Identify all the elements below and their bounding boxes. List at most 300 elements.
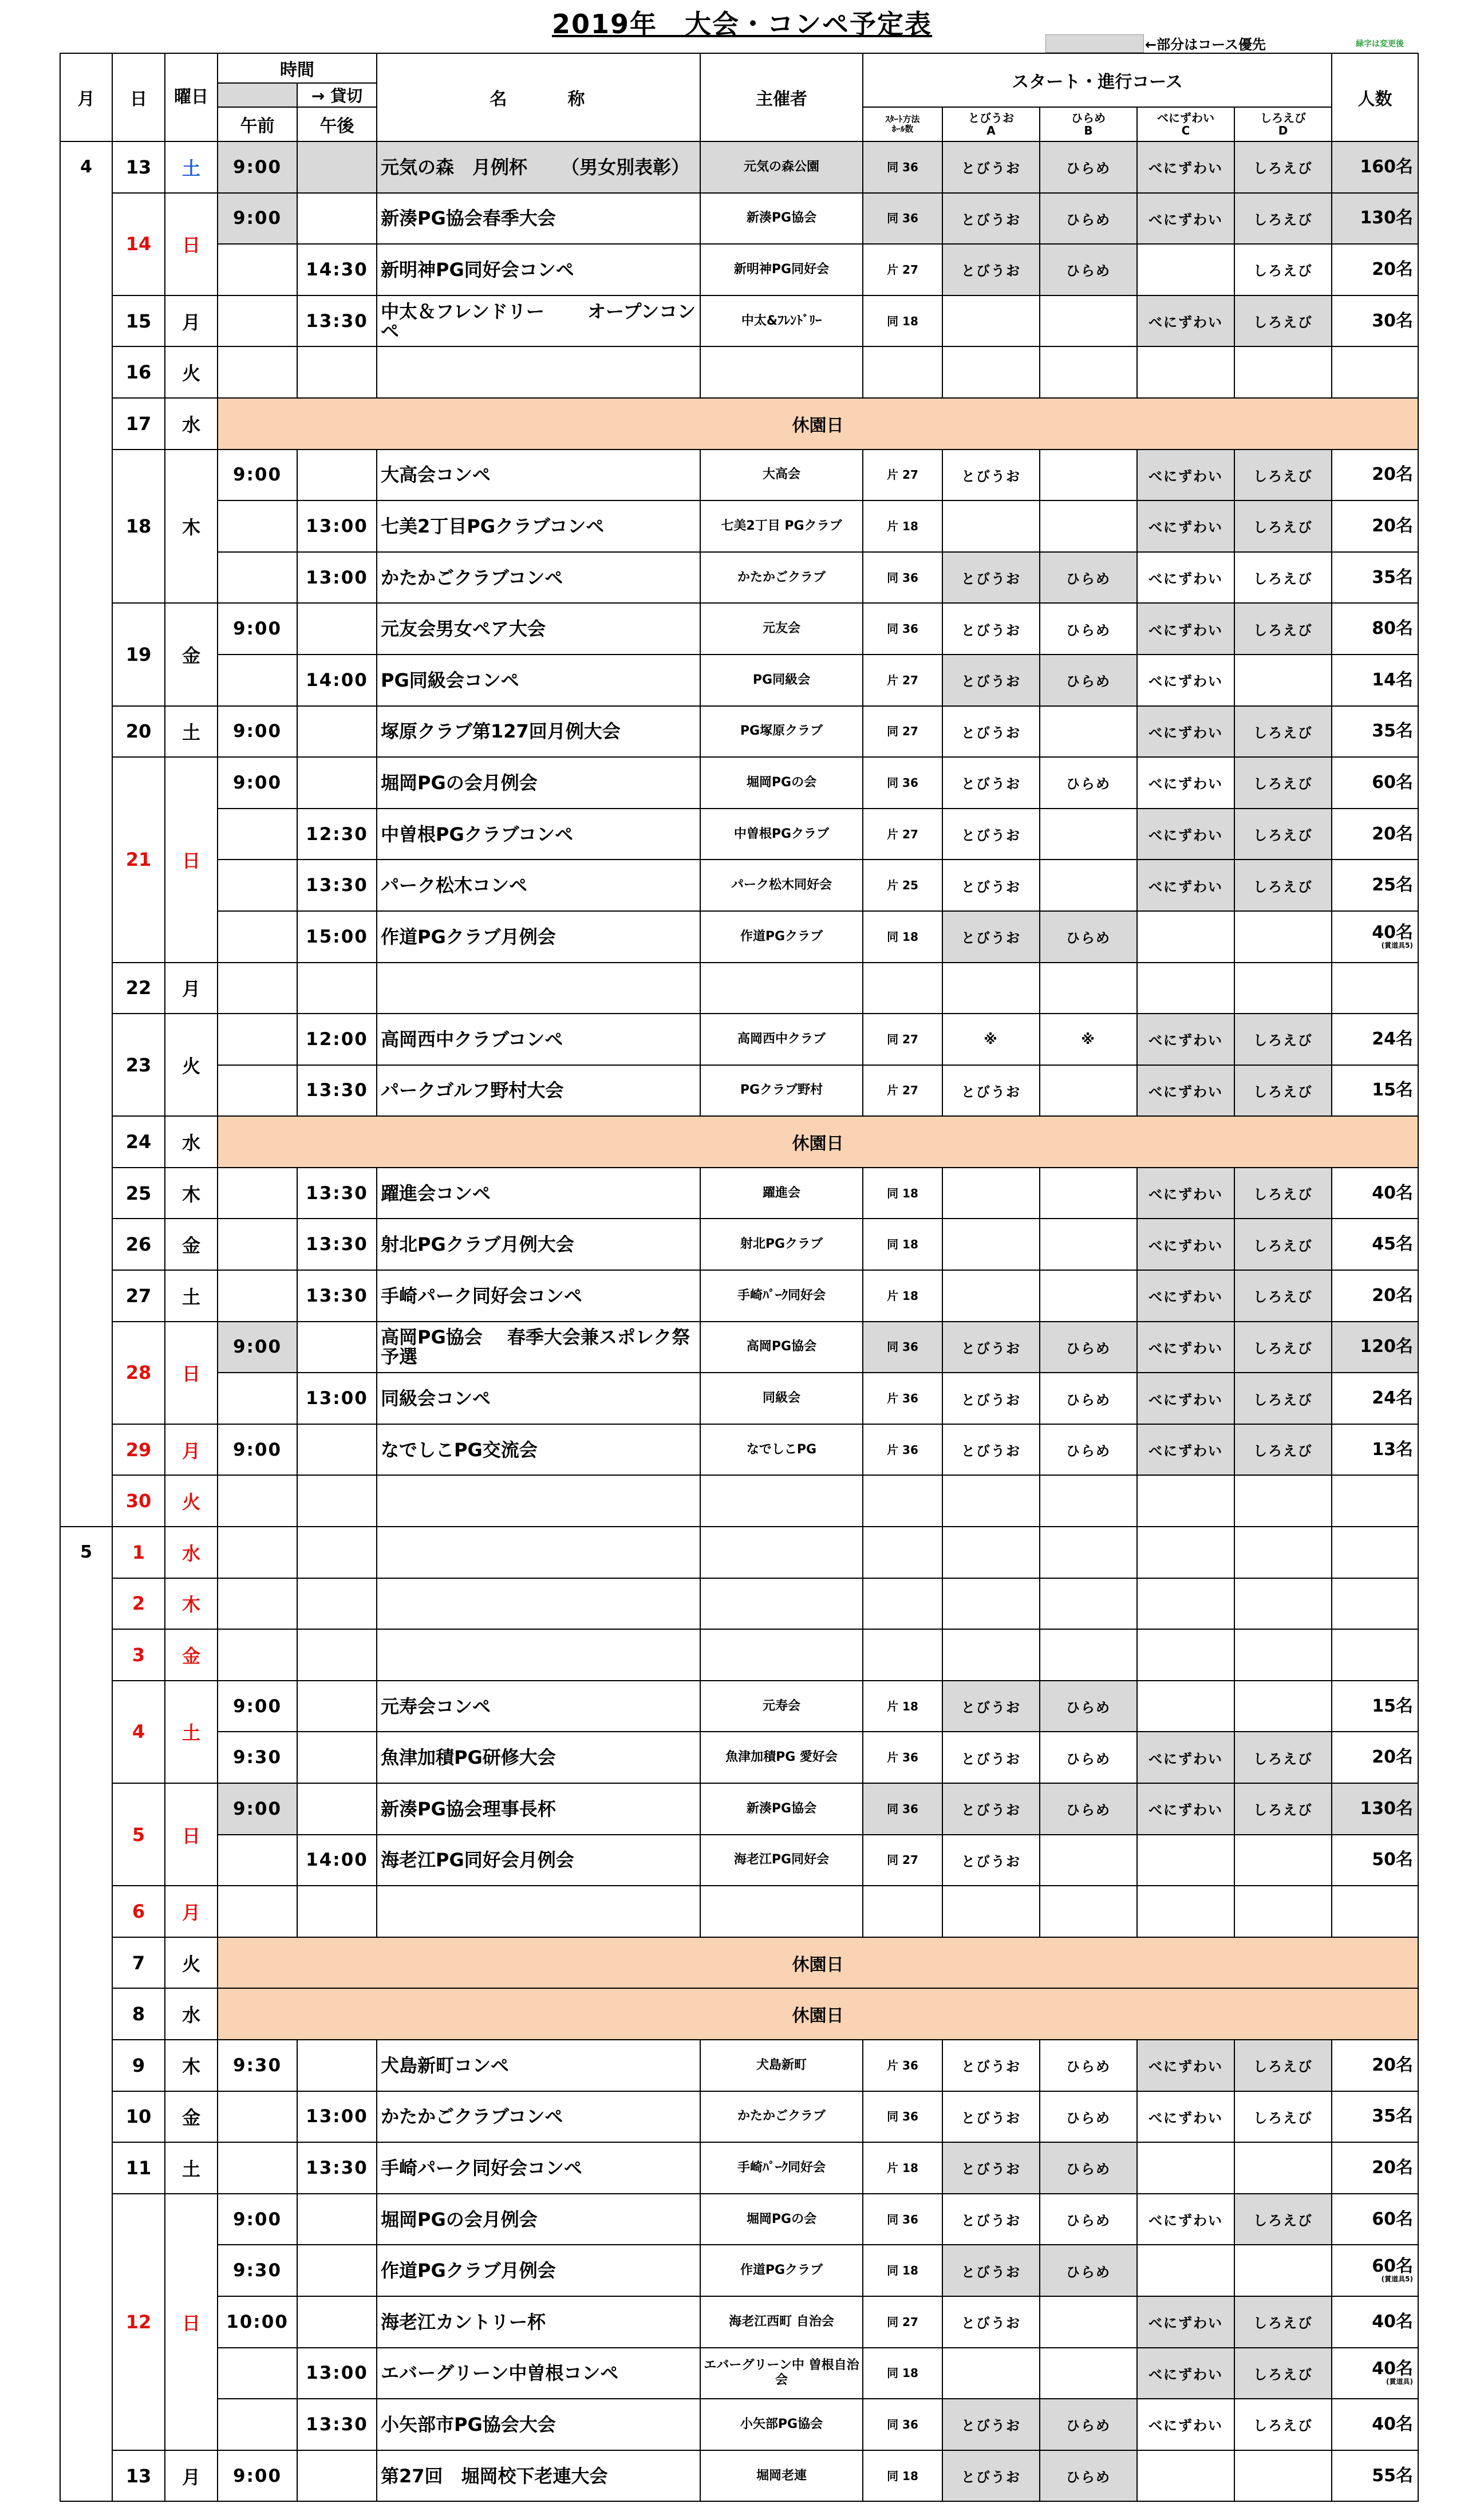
event-name: 大高会コンペ (377, 450, 700, 501)
start-method: 片 18 (863, 500, 942, 552)
schedule-row (60, 500, 1418, 552)
legend-note: 緑字は変更後 (1356, 40, 1404, 49)
course-a-tobiuo: とびうお (942, 1681, 1040, 1732)
course-c-benizuwai (1137, 911, 1234, 963)
course-a-tobiuo: とびうお (942, 2450, 1040, 2502)
day-cell: 4 (112, 1681, 165, 1783)
start-method (863, 346, 942, 398)
organizer: 中太&ﾌﾚﾝﾄﾞﾘｰ (700, 295, 863, 347)
schedule-row (60, 2399, 1418, 2450)
people-count-value: 35名 (1372, 2106, 1413, 2127)
day-cell: 22 (112, 963, 165, 1014)
course-d-shiroebi: しろえび (1234, 1783, 1332, 1835)
course-d-shiroebi (1234, 1681, 1332, 1732)
course-a-tobiuo: とびうお (942, 1835, 1040, 1886)
start-time-am (218, 552, 297, 604)
people-count-value: 30名 (1372, 310, 1413, 331)
start-time-pm: 12:00 (297, 1014, 377, 1065)
schedule-row (60, 2450, 1418, 2502)
start-time-am (218, 295, 297, 347)
course-c-benizuwai: べにずわい (1137, 603, 1234, 655)
event-name: 海老江カントリー杯 (377, 2296, 700, 2348)
weekday-cell: 土 (165, 2142, 218, 2194)
start-time-am (218, 244, 297, 295)
people-count-value: 45名 (1372, 1234, 1413, 1255)
closed-day-cell: 休園日 (218, 1937, 1418, 1989)
people-count-value: 20名 (1372, 1747, 1413, 1768)
event-name: 手崎パーク同好会コンペ (377, 2142, 700, 2194)
people-count (1332, 1681, 1418, 1732)
course-b-hirame: ひらめ (1040, 1783, 1137, 1835)
course-c-benizuwai: べにずわい (1137, 757, 1234, 809)
start-time-pm: 13:30 (297, 295, 377, 347)
start-method: 同 18 (863, 2348, 942, 2399)
start-method: 片 27 (863, 1065, 942, 1117)
course-c-benizuwai: べにずわい (1137, 2091, 1234, 2143)
start-method (863, 1527, 942, 1578)
event-name: 犬島新町コンペ (377, 2040, 700, 2091)
course-a-tobiuo: とびうお (942, 757, 1040, 809)
organizer: 躍進会 (700, 1168, 863, 1219)
schedule-row (60, 2245, 1418, 2296)
start-method: 同 18 (863, 2450, 942, 2502)
people-count-note: (賞道具5) (1381, 2275, 1413, 2284)
header-charter: → 貸切 (297, 83, 377, 107)
start-time-pm (297, 141, 377, 193)
start-time-pm (297, 1527, 377, 1578)
start-time-pm: 13:00 (297, 1373, 377, 1424)
weekday-cell: 木 (165, 2040, 218, 2091)
course-d-shiroebi: しろえび (1234, 2348, 1332, 2399)
weekday-cell: 金 (165, 2091, 218, 2143)
start-time-am (218, 1835, 297, 1886)
course-a-tobiuo: とびうお (942, 1424, 1040, 1476)
course-d-shiroebi (1234, 346, 1332, 398)
people-count-value: 15名 (1372, 1696, 1413, 1716)
organizer: 堀岡PGの会 (700, 2194, 863, 2245)
start-method: 片 25 (863, 860, 942, 911)
people-count-value: 14名 (1372, 669, 1413, 690)
course-a-tobiuo: とびうお (942, 860, 1040, 911)
course-d-shiroebi: しろえび (1234, 757, 1332, 809)
organizer: PG同級会 (700, 655, 863, 706)
schedule-row (60, 1168, 1418, 1219)
schedule-row (60, 2194, 1418, 2245)
course-b-hirame: ひらめ (1040, 911, 1137, 963)
course-b-hirame (1040, 346, 1137, 398)
people-count-value: 20名 (1372, 2055, 1413, 2075)
start-time-pm: 15:00 (297, 911, 377, 963)
course-c-benizuwai: べにずわい (1137, 1270, 1234, 1322)
event-name: 小矢部市PG協会大会 (377, 2399, 700, 2450)
people-count (1332, 757, 1418, 809)
course-d-shiroebi: しろえび (1234, 2040, 1332, 2091)
course-b-hirame: ひらめ (1040, 2399, 1137, 2450)
course-b-hirame: ひらめ (1040, 244, 1137, 295)
event-name: PG同級会コンペ (377, 655, 700, 706)
start-time-am: 9:00 (218, 1322, 297, 1373)
people-count (1332, 1783, 1418, 1835)
start-time-pm (297, 603, 377, 655)
people-count-value: 35名 (1372, 567, 1413, 588)
course-b-hirame: ひらめ (1040, 2091, 1137, 2143)
start-time-pm: 13:00 (297, 552, 377, 604)
course-a-tobiuo: とびうお (942, 809, 1040, 860)
people-count-value: 20名 (1372, 464, 1413, 485)
course-a-tobiuo: とびうお (942, 244, 1040, 295)
schedule-row (60, 450, 1418, 501)
start-method: 片 36 (863, 2040, 942, 2091)
course-d-shiroebi: しろえび (1234, 603, 1332, 655)
start-time-am (218, 1168, 297, 1219)
start-time-am (218, 1014, 297, 1065)
course-d-shiroebi (1234, 1629, 1332, 1681)
course-d-shiroebi: しろえび (1234, 500, 1332, 552)
organizer (700, 1578, 863, 1630)
people-count-value: 24名 (1372, 1388, 1413, 1409)
people-count-value: 13名 (1372, 1439, 1413, 1460)
weekday-cell: 火 (165, 1475, 218, 1527)
day-cell: 11 (112, 2142, 165, 2194)
weekday-cell: 金 (165, 1219, 218, 1270)
course-d-shiroebi: しろえび (1234, 450, 1332, 501)
people-count (1332, 860, 1418, 911)
course-b-hirame (1040, 1835, 1137, 1886)
course-a-tobiuo: とびうお (942, 2296, 1040, 2348)
course-a-tobiuo (942, 963, 1040, 1014)
start-time-pm: 14:00 (297, 1835, 377, 1886)
people-count-value: 20名 (1372, 515, 1413, 536)
course-a-tobiuo: とびうお (942, 450, 1040, 501)
course-a-tobiuo: とびうお (942, 2245, 1040, 2296)
day-cell: 27 (112, 1270, 165, 1322)
course-c-benizuwai: べにずわい (1137, 2194, 1234, 2245)
header-time: 時間 (218, 53, 377, 83)
page-title: 2019年 大会・コンペ予定表 (551, 9, 933, 40)
header-people: 人数 (1332, 53, 1418, 141)
schedule-row (60, 1065, 1418, 1117)
start-time-pm (297, 2296, 377, 2348)
people-count-value: 40名 (1372, 1182, 1413, 1203)
course-a-tobiuo: とびうお (942, 141, 1040, 193)
start-time-am (218, 2348, 297, 2399)
course-c-benizuwai: べにずわい (1137, 2399, 1234, 2450)
course-c-benizuwai: べにずわい (1137, 860, 1234, 911)
course-a-tobiuo: とびうお (942, 2194, 1040, 2245)
start-method: 同 36 (863, 552, 942, 604)
schedule-row (60, 706, 1418, 758)
start-time-pm: 14:30 (297, 244, 377, 295)
start-time-am: 9:00 (218, 2450, 297, 2502)
course-c-benizuwai: べにずわい (1137, 655, 1234, 706)
people-count (1332, 193, 1418, 245)
weekday-cell: 木 (165, 450, 218, 604)
people-count (1332, 2245, 1418, 2296)
header-day: 日 (112, 53, 165, 141)
header-am: 午前 (218, 107, 297, 141)
start-time-am: 9:00 (218, 141, 297, 193)
event-name: エバーグリーン中曽根コンペ (377, 2348, 700, 2399)
header-course-b: ひらめ B (1040, 107, 1137, 141)
schedule-row (60, 2142, 1418, 2194)
organizer: 手崎ﾊﾟｰｸ同好会 (700, 1270, 863, 1322)
organizer: 魚津加積PG 愛好会 (700, 1732, 863, 1783)
weekday-cell: 月 (165, 1886, 218, 1937)
event-name (377, 1629, 700, 1681)
start-time-pm (297, 1578, 377, 1630)
day-cell: 24 (112, 1116, 165, 1168)
people-count (1332, 2040, 1418, 2091)
schedule-row (60, 1835, 1418, 1886)
people-count-value: 55名 (1372, 2465, 1413, 2486)
course-d-shiroebi: しろえび (1234, 1322, 1332, 1373)
course-b-hirame: ひらめ (1040, 2040, 1137, 2091)
schedule-table (60, 53, 1419, 2502)
people-count-value: 50名 (1372, 1850, 1413, 1870)
day-cell: 5 (112, 1783, 165, 1886)
weekday-cell: 土 (165, 1270, 218, 1322)
course-d-shiroebi (1234, 2450, 1332, 2502)
course-b-hirame (1040, 860, 1137, 911)
schedule-row (60, 963, 1418, 1014)
event-name: 手崎パーク同好会コンペ (377, 1270, 700, 1322)
day-cell: 3 (112, 1629, 165, 1681)
start-method: 片 36 (863, 1424, 942, 1476)
course-c-benizuwai (1137, 1475, 1234, 1527)
event-name: 作道PGクラブ月例会 (377, 2245, 700, 2296)
schedule-row (60, 1322, 1418, 1373)
people-count-value: 20名 (1372, 259, 1413, 279)
course-a-tobiuo (942, 1270, 1040, 1322)
organizer (700, 1475, 863, 1527)
event-name: パーク松木コンペ (377, 860, 700, 911)
organizer: PGクラブ野村 (700, 1065, 863, 1117)
course-a-tobiuo: とびうお (942, 911, 1040, 963)
start-time-pm (297, 346, 377, 398)
start-time-am: 9:00 (218, 603, 297, 655)
event-name: 魚津加積PG研修大会 (377, 1732, 700, 1783)
course-b-hirame (1040, 450, 1137, 501)
organizer: 作道PGクラブ (700, 2245, 863, 2296)
start-time-pm (297, 757, 377, 809)
start-method: 同 27 (863, 1014, 942, 1065)
course-c-benizuwai: べにずわい (1137, 500, 1234, 552)
start-time-pm: 13:30 (297, 2399, 377, 2450)
course-a-tobiuo (942, 1886, 1040, 1937)
event-name: 第27回 堀岡校下老連大会 (377, 2450, 700, 2502)
people-count-value: 20名 (1372, 1285, 1413, 1306)
people-count-value: 40名 (1372, 2311, 1413, 2332)
start-time-am (218, 2091, 297, 2143)
course-b-hirame (1040, 963, 1137, 1014)
course-d-shiroebi: しろえび (1234, 860, 1332, 911)
day-cell: 29 (112, 1424, 165, 1476)
course-b-hirame: ひらめ (1040, 2142, 1137, 2194)
event-name: 塚原クラブ第127回月例大会 (377, 706, 700, 758)
start-time-am (218, 1527, 297, 1578)
start-method: 同 27 (863, 2296, 942, 2348)
people-count (1332, 2194, 1418, 2245)
course-b-hirame: ひらめ (1040, 2194, 1137, 2245)
organizer: 七美2丁目 PGクラブ (700, 500, 863, 552)
event-name: 元寿会コンペ (377, 1681, 700, 1732)
start-time-am (218, 1270, 297, 1322)
start-method: 同 36 (863, 2399, 942, 2450)
course-b-hirame (1040, 1886, 1137, 1937)
event-name: かたかごクラブコンペ (377, 2091, 700, 2143)
organizer: 元友会 (700, 603, 863, 655)
day-cell: 2 (112, 1578, 165, 1630)
start-time-am: 10:00 (218, 2296, 297, 2348)
start-time-am: 9:30 (218, 2245, 297, 2296)
course-b-hirame (1040, 809, 1137, 860)
organizer: 新湊PG協会 (700, 193, 863, 245)
start-time-am (218, 963, 297, 1014)
start-time-pm: 13:30 (297, 1168, 377, 1219)
course-d-shiroebi: しろえび (1234, 1732, 1332, 1783)
organizer (700, 1527, 863, 1578)
start-method: 片 27 (863, 655, 942, 706)
schedule-row (60, 1732, 1418, 1783)
event-name: なでしこPG交流会 (377, 1424, 700, 1476)
schedule-row (60, 1116, 1418, 1168)
weekday-cell: 日 (165, 1783, 218, 1886)
course-a-tobiuo: とびうお (942, 2040, 1040, 2091)
start-time-am (218, 2142, 297, 2194)
course-a-tobiuo: とびうお (942, 1322, 1040, 1373)
schedule-row (60, 2040, 1418, 2091)
event-name: 七美2丁目PGクラブコンペ (377, 500, 700, 552)
weekday-cell: 火 (165, 1937, 218, 1989)
course-a-tobiuo: とびうお (942, 2399, 1040, 2450)
day-cell: 1 (112, 1527, 165, 1578)
start-time-am (218, 1065, 297, 1117)
people-count (1332, 1732, 1418, 1783)
people-count-value: 25名 (1372, 875, 1413, 896)
day-cell: 14 (112, 193, 165, 295)
organizer: 犬島新町 (700, 2040, 863, 2091)
start-time-am: 9:00 (218, 193, 297, 245)
schedule-row (60, 1014, 1418, 1065)
course-d-shiroebi: しろえび (1234, 1014, 1332, 1065)
start-time-pm: 14:00 (297, 655, 377, 706)
people-count (1332, 1373, 1418, 1424)
start-method: 片 18 (863, 1681, 942, 1732)
people-count (1332, 2399, 1418, 2450)
start-time-pm: 13:00 (297, 2348, 377, 2399)
start-method: 同 18 (863, 295, 942, 347)
course-c-benizuwai (1137, 2245, 1234, 2296)
event-name: 射北PGクラブ月例大会 (377, 1219, 700, 1270)
course-c-benizuwai (1137, 1527, 1234, 1578)
course-c-benizuwai: べにずわい (1137, 141, 1234, 193)
people-count (1332, 450, 1418, 501)
day-cell: 20 (112, 706, 165, 758)
schedule-row (60, 398, 1418, 450)
people-count (1332, 2296, 1418, 2348)
start-time-pm (297, 193, 377, 245)
people-count (1332, 141, 1418, 193)
course-c-benizuwai: べにずわい (1137, 1065, 1234, 1117)
schedule-row (60, 911, 1418, 963)
header-start-method: ｽﾀｰﾄ方法 ﾎｰﾙ数 (863, 107, 942, 141)
start-time-pm (297, 1475, 377, 1527)
day-cell: 17 (112, 398, 165, 450)
event-name (377, 1886, 700, 1937)
header-name: 名 称 (377, 53, 700, 141)
event-name: 新明神PG同好会コンペ (377, 244, 700, 295)
people-count-value: 24名 (1372, 1028, 1413, 1049)
start-time-am (218, 1629, 297, 1681)
course-d-shiroebi (1234, 2245, 1332, 2296)
course-d-shiroebi (1234, 963, 1332, 1014)
start-time-pm (297, 450, 377, 501)
people-count (1332, 500, 1418, 552)
schedule-row (60, 2296, 1418, 2348)
course-d-shiroebi (1234, 2142, 1332, 2194)
day-cell: 26 (112, 1219, 165, 1270)
course-c-benizuwai: べにずわい (1137, 450, 1234, 501)
event-name: 元友会男女ペア大会 (377, 603, 700, 655)
course-c-benizuwai (1137, 1578, 1234, 1630)
event-name: 中太＆フレンドリー オープンコンペ (377, 295, 700, 347)
course-b-hirame (1040, 1065, 1137, 1117)
course-c-benizuwai: べにずわい (1137, 1322, 1234, 1373)
course-d-shiroebi: しろえび (1234, 2399, 1332, 2450)
organizer: 同級会 (700, 1373, 863, 1424)
weekday-cell: 日 (165, 757, 218, 962)
day-cell: 7 (112, 1937, 165, 1989)
course-d-shiroebi: しろえび (1234, 244, 1332, 295)
people-count (1332, 1168, 1418, 1219)
course-b-hirame (1040, 1629, 1137, 1681)
course-a-tobiuo (942, 1527, 1040, 1578)
course-b-hirame: ひらめ (1040, 141, 1137, 193)
people-count-value: 20名 (1372, 823, 1413, 844)
organizer: PG塚原クラブ (700, 706, 863, 758)
weekday-cell: 木 (165, 1578, 218, 1630)
course-b-hirame: ひらめ (1040, 1732, 1137, 1783)
weekday-cell: 土 (165, 141, 218, 193)
weekday-cell: 木 (165, 1168, 218, 1219)
organizer (700, 1629, 863, 1681)
day-cell: 8 (112, 1988, 165, 2040)
course-b-hirame: ひらめ (1040, 1424, 1137, 1476)
course-c-benizuwai: べにずわい (1137, 193, 1234, 245)
start-method: 同 18 (863, 911, 942, 963)
course-c-benizuwai (1137, 2142, 1234, 2194)
day-cell: 19 (112, 603, 165, 705)
start-method: 片 27 (863, 809, 942, 860)
start-time-am: 9:30 (218, 1732, 297, 1783)
course-c-benizuwai (1137, 2450, 1234, 2502)
schedule-row (60, 603, 1418, 655)
event-name (377, 963, 700, 1014)
closed-day-cell: 休園日 (218, 1116, 1418, 1168)
schedule-row (60, 1219, 1418, 1270)
course-b-hirame (1040, 1219, 1137, 1270)
weekday-cell: 水 (165, 398, 218, 450)
start-method: 同 36 (863, 193, 942, 245)
weekday-cell: 月 (165, 963, 218, 1014)
people-count-value: 60名 (1372, 772, 1413, 793)
start-time-am (218, 1886, 297, 1937)
course-a-tobiuo: とびうお (942, 706, 1040, 758)
people-count-value: 120名 (1360, 1337, 1413, 1357)
organizer (700, 963, 863, 1014)
day-cell: 9 (112, 2040, 165, 2091)
event-name: 海老江PG同好会月例会 (377, 1835, 700, 1886)
